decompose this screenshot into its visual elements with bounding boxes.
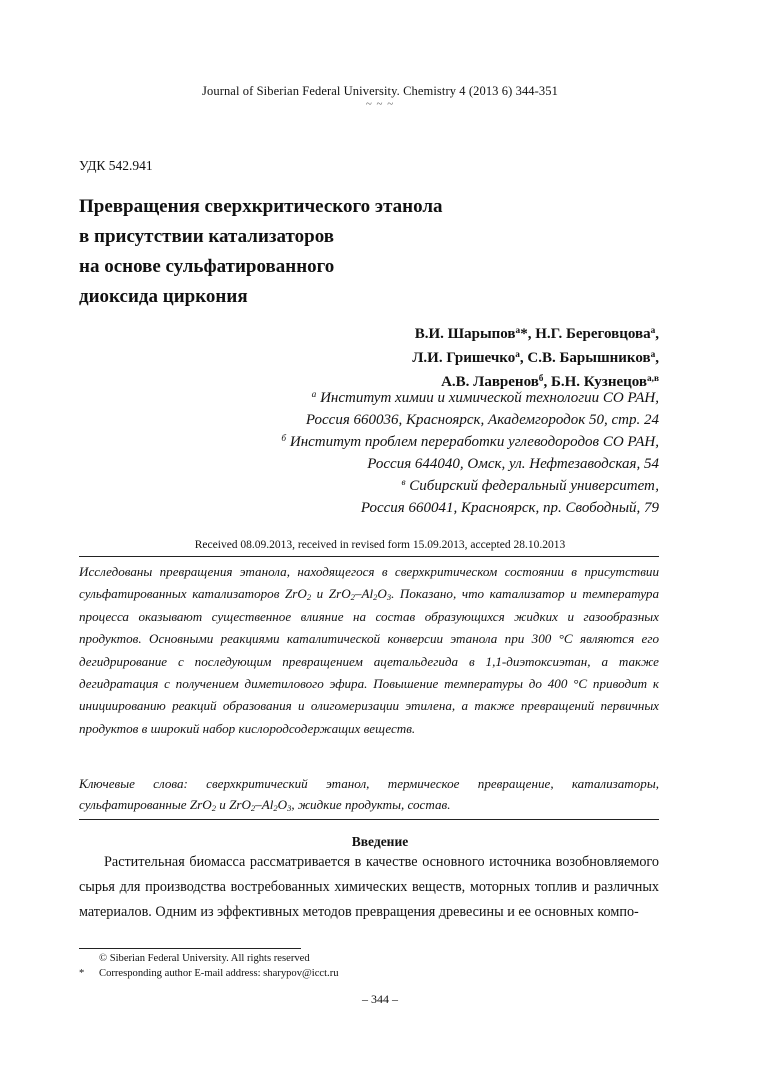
affiliation-name: Институт проблем переработки углеводородов СО РАН, <box>289 434 659 450</box>
paragraph: Растительная биомасса рассматривается в качестве основного источника возобновляемого сырья для производства востребованных химических веществ, моторных топлив и различных материалов. Одним из эффективных методов превращения древесины и ее основных компо- <box>79 854 659 920</box>
footnotes <box>79 951 659 981</box>
author-sep: , <box>655 350 659 366</box>
author-affil-mark: б <box>538 373 544 384</box>
affiliation-mark: а <box>311 389 317 400</box>
footnote <box>79 951 659 966</box>
author-affil-mark: а <box>650 325 656 336</box>
author-line <box>412 322 659 346</box>
affiliation-mark: б <box>281 433 287 444</box>
author-line <box>412 346 659 370</box>
affiliation-line <box>281 387 659 409</box>
header-separator: ~ ~ ~ <box>365 98 395 110</box>
author-affil-mark: а <box>515 349 520 360</box>
title-line: в присутствии катализаторов <box>79 226 334 247</box>
affiliation-name: Институт химии и химической технологии СО РАН, <box>320 390 659 406</box>
author-sep: , <box>543 374 551 390</box>
author-sep: , <box>655 326 659 342</box>
author-affil-mark: а,в <box>647 373 659 384</box>
footnote-rule <box>79 948 301 949</box>
keywords: Ключевые слова: сверхкритический этанол, термическое превращение, катализаторы, сульфатированные ZrO$_2$ и $ZrO_2-Al_2O_3$, жидкие продукты, состав. <box>79 776 659 814</box>
author-name: А.В. Лавренов <box>441 374 539 390</box>
author-affil-mark: а <box>650 349 656 360</box>
abstract-top-rule <box>79 556 659 557</box>
abstract: Исследованы превращения этанола, находящегося в сверхкритическом состоянии в присутствии сульфатированных катализаторов ZrO$_2$ и $ZrO_2-Al_2O_3$. Показано, что катализатор и температура процесса оказывают существенное влияние на состав образующихся жидких и газообразных продуктов. Основными реакциями каталитической конверсии этанола при 300 °С являются его дегидрирование с последующим превращением ацетальдегида в 1,1-диэтоксиэтан, а также дегидратация с получением диметилового эфира. Повышение температуры до 400 °С приводит к инициированию реакций образования и олигомеризации этилена, а также превращений первичных продуктов в широкий набор кислородсодержащих веществ. <box>79 564 659 736</box>
author-name: С.В. Барышников <box>527 350 651 366</box>
affiliation-list <box>281 387 659 519</box>
author-name: В.И. Шарыпов <box>414 326 516 342</box>
author-name: Н.Г. Береговцова <box>535 326 651 342</box>
author-corresponding-mark: *, <box>520 326 536 342</box>
title-line: на основе сульфатированного <box>79 256 335 277</box>
affiliation-line <box>281 475 659 497</box>
page-number: – 344 – <box>362 992 398 1006</box>
footnote: * Corresponding author E-mail address: sharypov@icct.ru <box>79 968 339 979</box>
title-line: диоксида циркония <box>79 286 248 307</box>
title-line: Превращения сверхкритического этанола <box>79 196 443 217</box>
udk-code: УДК 542.941 <box>79 158 153 173</box>
affiliation-address: Россия 644040, Омск, ул. Нефтезаводская, 54 <box>367 456 659 472</box>
footnote-text: © Siberian Federal University. All rights reserved <box>99 953 310 964</box>
affiliation-name: Сибирский федеральный университет, <box>409 478 659 494</box>
section-heading: Введение <box>351 834 409 849</box>
affiliation-address: Россия 660036, Красноярск, Академгородок 50, стр. 24 <box>305 412 659 428</box>
article-title <box>79 192 639 312</box>
introduction-text <box>79 850 659 925</box>
footnote-text: Corresponding author E-mail address: sharypov@icct.ru <box>99 968 339 979</box>
abstract-bottom-rule <box>79 819 659 820</box>
author-name: Л.И. Гришечко <box>412 350 516 366</box>
author-affil-mark: а <box>515 325 521 336</box>
affiliation-line <box>281 431 659 453</box>
affiliation-mark: в <box>401 477 406 488</box>
received-dates: Received 08.09.2013, received in revised form 15.09.2013, accepted 28.10.2013 <box>194 539 566 551</box>
author-sep: , <box>519 350 528 366</box>
author-name: Б.Н. Кузнецов <box>550 374 647 390</box>
affiliation-address: Россия 660041, Красноярск, пр. Свободный, 79 <box>360 500 659 516</box>
journal-header: Journal of Siberian Federal University. Chemistry 4 (2013 6) 344-351 <box>202 84 558 98</box>
author-list <box>412 322 659 394</box>
